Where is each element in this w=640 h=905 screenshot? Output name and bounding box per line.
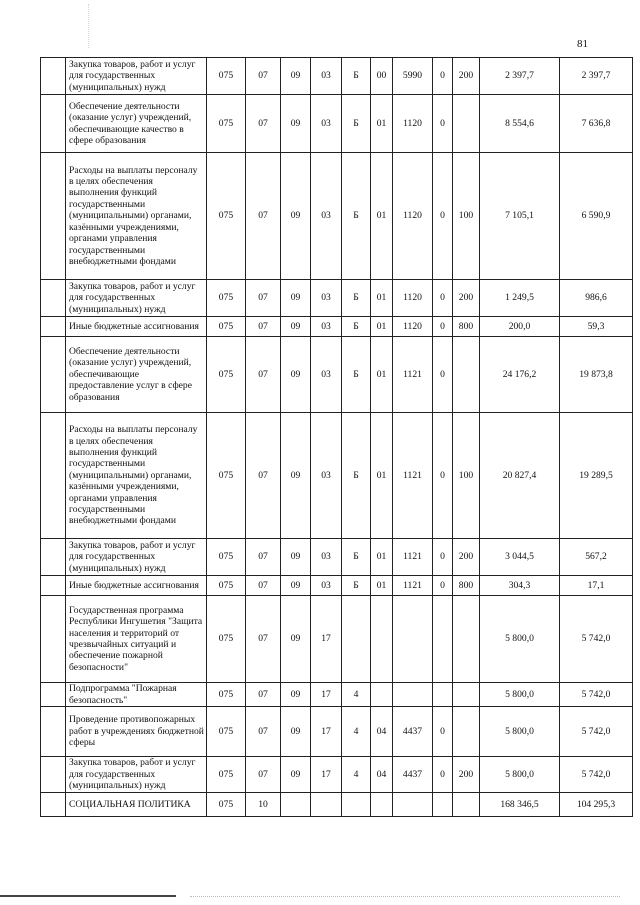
table-body — [41, 58, 633, 817]
cell-c8: 0 — [433, 337, 453, 413]
cell-c2: 07 — [246, 337, 281, 413]
cell-v1: 168 346,5 — [480, 793, 560, 817]
cell-c7: 1121 — [393, 576, 433, 596]
cell-c3: 09 — [281, 539, 311, 576]
cell-c1: 075 — [207, 596, 246, 683]
table-row — [41, 58, 633, 95]
cell-v1: 304,3 — [480, 576, 560, 596]
cell-v1: 2 397,7 — [480, 58, 560, 95]
bottom-edge-dots — [190, 896, 620, 897]
cell-c1: 075 — [207, 95, 246, 153]
cell-c7: 1121 — [393, 539, 433, 576]
cell-c6: 01 — [371, 576, 393, 596]
cell-c6: 04 — [371, 757, 393, 793]
cell-c5: Б — [342, 58, 371, 95]
row-index-cell — [41, 757, 66, 793]
cell-c5: Б — [342, 539, 371, 576]
cell-c4: 03 — [311, 413, 342, 539]
cell-c4: 03 — [311, 576, 342, 596]
cell-v2: 104 295,3 — [560, 793, 633, 817]
cell-c6: 01 — [371, 317, 393, 337]
row-name: Иные бюджетные ассигнования — [66, 576, 207, 596]
cell-c8: 0 — [433, 413, 453, 539]
cell-v1: 5 800,0 — [480, 707, 560, 757]
cell-c9: 800 — [453, 576, 480, 596]
cell-c2: 07 — [246, 317, 281, 337]
cell-v2: 5 742,0 — [560, 596, 633, 683]
table-row — [41, 683, 633, 707]
cell-v1: 3 044,5 — [480, 539, 560, 576]
cell-c4: 03 — [311, 95, 342, 153]
cell-c1: 075 — [207, 757, 246, 793]
cell-c2: 07 — [246, 757, 281, 793]
cell-c2: 07 — [246, 280, 281, 317]
row-index-cell — [41, 280, 66, 317]
cell-c6 — [371, 596, 393, 683]
cell-c2: 07 — [246, 413, 281, 539]
cell-c7: 1120 — [393, 280, 433, 317]
cell-c8: 0 — [433, 280, 453, 317]
row-index-cell — [41, 793, 66, 817]
cell-c6: 01 — [371, 280, 393, 317]
cell-c7 — [393, 683, 433, 707]
row-index-cell — [41, 337, 66, 413]
cell-c4: 03 — [311, 280, 342, 317]
cell-c6: 01 — [371, 337, 393, 413]
cell-c9: 200 — [453, 280, 480, 317]
row-name: Обеспечение деятельности (оказание услуг) учреждений, обеспечивающие качество в сфере образования — [66, 95, 207, 153]
cell-c4: 17 — [311, 707, 342, 757]
cell-c6 — [371, 683, 393, 707]
row-name: Закупка товаров, работ и услуг для государственных (муниципальных) нужд — [66, 539, 207, 576]
cell-c9 — [453, 793, 480, 817]
cell-c5: Б — [342, 95, 371, 153]
cell-c1: 075 — [207, 576, 246, 596]
cell-c5: Б — [342, 413, 371, 539]
cell-c2: 07 — [246, 153, 281, 280]
scan-artifact — [88, 4, 107, 48]
cell-c9: 800 — [453, 317, 480, 337]
cell-c1: 075 — [207, 539, 246, 576]
cell-v1: 5 800,0 — [480, 757, 560, 793]
cell-c8: 0 — [433, 576, 453, 596]
cell-c2: 07 — [246, 58, 281, 95]
row-index-cell — [41, 95, 66, 153]
cell-c9 — [453, 95, 480, 153]
cell-v2: 59,3 — [560, 317, 633, 337]
row-index-cell — [41, 576, 66, 596]
cell-c5 — [342, 596, 371, 683]
cell-c3: 09 — [281, 757, 311, 793]
cell-c9: 100 — [453, 153, 480, 280]
cell-v1: 24 176,2 — [480, 337, 560, 413]
row-name: Обеспечение деятельности (оказание услуг) учреждений, обеспечивающие предоставление услуг в сфере образования — [66, 337, 207, 413]
cell-c8: 0 — [433, 58, 453, 95]
row-name: СОЦИАЛЬНАЯ ПОЛИТИКА — [66, 793, 207, 817]
cell-v2: 986,6 — [560, 280, 633, 317]
cell-v2: 7 636,8 — [560, 95, 633, 153]
cell-c4: 03 — [311, 539, 342, 576]
cell-c1: 075 — [207, 707, 246, 757]
cell-c7 — [393, 596, 433, 683]
cell-c7 — [393, 793, 433, 817]
cell-c6: 01 — [371, 95, 393, 153]
cell-c5: Б — [342, 337, 371, 413]
cell-v1: 200,0 — [480, 317, 560, 337]
cell-c2: 07 — [246, 576, 281, 596]
cell-c4: 17 — [311, 596, 342, 683]
cell-v1: 5 800,0 — [480, 596, 560, 683]
cell-v1: 5 800,0 — [480, 683, 560, 707]
table-row — [41, 576, 633, 596]
cell-c9: 200 — [453, 58, 480, 95]
cell-c4: 03 — [311, 58, 342, 95]
cell-c7: 4437 — [393, 707, 433, 757]
cell-c7: 5990 — [393, 58, 433, 95]
cell-c1: 075 — [207, 58, 246, 95]
cell-c1: 075 — [207, 317, 246, 337]
cell-c8 — [433, 596, 453, 683]
cell-v2: 5 742,0 — [560, 757, 633, 793]
row-name: Закупка товаров, работ и услуг для государственных (муниципальных) нужд — [66, 280, 207, 317]
cell-c1: 075 — [207, 337, 246, 413]
cell-v2: 6 590,9 — [560, 153, 633, 280]
cell-c3: 09 — [281, 707, 311, 757]
row-name: Расходы на выплаты персоналу в целях обеспечения выполнения функций государственными (муниципальными) органами, казёнными учреждениями, органами управления государственными внебюджетными фондами — [66, 153, 207, 280]
row-name: Проведение противопожарных работ в учреждениях бюджетной сферы — [66, 707, 207, 757]
row-index-cell — [41, 683, 66, 707]
cell-c5: Б — [342, 153, 371, 280]
cell-c9: 100 — [453, 413, 480, 539]
cell-c8 — [433, 683, 453, 707]
cell-c8: 0 — [433, 317, 453, 337]
cell-c6: 01 — [371, 413, 393, 539]
table-row — [41, 95, 633, 153]
cell-c4: 03 — [311, 317, 342, 337]
table-row — [41, 707, 633, 757]
cell-c1: 075 — [207, 280, 246, 317]
table-row — [41, 757, 633, 793]
cell-c8: 0 — [433, 707, 453, 757]
cell-v2: 17,1 — [560, 576, 633, 596]
budget-table — [40, 57, 633, 817]
row-index-cell — [41, 153, 66, 280]
cell-c4: 03 — [311, 337, 342, 413]
cell-c4: 17 — [311, 757, 342, 793]
cell-c9 — [453, 596, 480, 683]
cell-c9 — [453, 683, 480, 707]
cell-c4: 17 — [311, 683, 342, 707]
cell-c9: 200 — [453, 539, 480, 576]
cell-c8: 0 — [433, 153, 453, 280]
cell-v2: 5 742,0 — [560, 683, 633, 707]
cell-c3 — [281, 793, 311, 817]
cell-c2: 07 — [246, 539, 281, 576]
cell-c6 — [371, 793, 393, 817]
cell-c8 — [433, 793, 453, 817]
row-name: Иные бюджетные ассигнования — [66, 317, 207, 337]
cell-c4 — [311, 793, 342, 817]
cell-c8: 0 — [433, 757, 453, 793]
page-number: 81 — [577, 38, 588, 50]
cell-c9 — [453, 707, 480, 757]
row-index-cell — [41, 707, 66, 757]
cell-c4: 03 — [311, 153, 342, 280]
cell-v2: 2 397,7 — [560, 58, 633, 95]
row-index-cell — [41, 317, 66, 337]
table-row — [41, 793, 633, 817]
cell-v2: 5 742,0 — [560, 707, 633, 757]
row-index-cell — [41, 413, 66, 539]
cell-c3: 09 — [281, 337, 311, 413]
cell-c5 — [342, 793, 371, 817]
cell-c7: 1120 — [393, 95, 433, 153]
cell-c5: 4 — [342, 683, 371, 707]
cell-v1: 1 249,5 — [480, 280, 560, 317]
cell-c2: 07 — [246, 683, 281, 707]
cell-c7: 4437 — [393, 757, 433, 793]
cell-c3: 09 — [281, 413, 311, 539]
row-name: Закупка товаров, работ и услуг для государственных (муниципальных) нужд — [66, 757, 207, 793]
cell-c1: 075 — [207, 413, 246, 539]
cell-c7: 1120 — [393, 317, 433, 337]
cell-c3: 09 — [281, 153, 311, 280]
table-row — [41, 280, 633, 317]
table-row — [41, 596, 633, 683]
cell-c7: 1121 — [393, 413, 433, 539]
cell-v2: 19 289,5 — [560, 413, 633, 539]
cell-v1: 8 554,6 — [480, 95, 560, 153]
cell-c6: 04 — [371, 707, 393, 757]
table-row — [41, 153, 633, 280]
bottom-edge-line — [0, 895, 176, 897]
cell-v1: 7 105,1 — [480, 153, 560, 280]
table-row — [41, 413, 633, 539]
cell-c7: 1121 — [393, 337, 433, 413]
table-row — [41, 337, 633, 413]
cell-v1: 20 827,4 — [480, 413, 560, 539]
cell-c3: 09 — [281, 317, 311, 337]
cell-c5: Б — [342, 317, 371, 337]
row-index-cell — [41, 58, 66, 95]
cell-c7: 1120 — [393, 153, 433, 280]
table-row — [41, 317, 633, 337]
row-name: Закупка товаров, работ и услуг для государственных (муниципальных) нужд — [66, 58, 207, 95]
cell-c2: 07 — [246, 707, 281, 757]
cell-v2: 19 873,8 — [560, 337, 633, 413]
cell-c6: 01 — [371, 153, 393, 280]
cell-c2: 10 — [246, 793, 281, 817]
row-index-cell — [41, 596, 66, 683]
cell-c1: 075 — [207, 793, 246, 817]
cell-c9: 200 — [453, 757, 480, 793]
cell-c3: 09 — [281, 596, 311, 683]
row-name: Подпрограмма "Пожарная безопасность" — [66, 683, 207, 707]
cell-c6: 00 — [371, 58, 393, 95]
cell-c1: 075 — [207, 153, 246, 280]
cell-c1: 075 — [207, 683, 246, 707]
cell-c5: Б — [342, 280, 371, 317]
cell-c3: 09 — [281, 576, 311, 596]
cell-c2: 07 — [246, 596, 281, 683]
cell-c3: 09 — [281, 280, 311, 317]
cell-c9 — [453, 337, 480, 413]
cell-v2: 567,2 — [560, 539, 633, 576]
row-index-cell — [41, 539, 66, 576]
table-row — [41, 539, 633, 576]
cell-c8: 0 — [433, 539, 453, 576]
cell-c2: 07 — [246, 95, 281, 153]
cell-c5: 4 — [342, 757, 371, 793]
cell-c6: 01 — [371, 539, 393, 576]
cell-c5: 4 — [342, 707, 371, 757]
cell-c5: Б — [342, 576, 371, 596]
cell-c3: 09 — [281, 95, 311, 153]
cell-c3: 09 — [281, 58, 311, 95]
row-name: Государственная программа Республики Ингушетия "Защита населения и территорий от чрезвычайных ситуаций и обеспечение пожарной безопасности" — [66, 596, 207, 683]
cell-c3: 09 — [281, 683, 311, 707]
row-name: Расходы на выплаты персоналу в целях обеспечения выполнения функций государственными (муниципальными) органами, казёнными учреждениями, органами управления государственными внебюджетными фондами — [66, 413, 207, 539]
cell-c8: 0 — [433, 95, 453, 153]
